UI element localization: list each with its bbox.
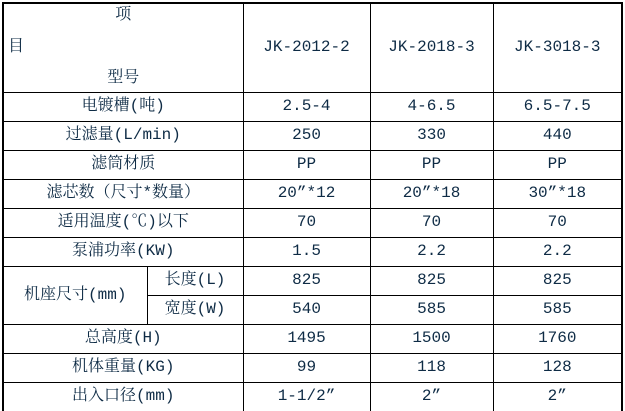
corner-line-1: 项	[115, 6, 132, 24]
cell-value: 2.2	[370, 238, 493, 267]
corner-line-3: 型号	[107, 69, 140, 88]
table-row	[3, 383, 622, 411]
corner-line-2: 目	[8, 37, 25, 56]
table-row	[3, 267, 622, 296]
row-label-base-size: 机座尺寸(mm)	[3, 267, 147, 325]
row-label-max-temperature: 适用温度(℃)以下	[3, 209, 243, 238]
cell-value: 540	[243, 296, 370, 325]
row-label-cartridge-material: 滤筒材质	[3, 151, 243, 180]
cell-value: 2.5-4	[243, 93, 370, 122]
cell-value: 440	[493, 122, 622, 151]
cell-value: 30”*18	[493, 180, 622, 209]
model-header-jk-3018-3: JK-3018-3	[493, 3, 622, 93]
row-label-flow-rate: 过滤量(L/min)	[3, 122, 243, 151]
row-sublabel-length: 长度(L)	[147, 267, 243, 296]
cell-value: 825	[243, 267, 370, 296]
row-sublabel-width: 宽度(W)	[147, 296, 243, 325]
table-row	[3, 180, 622, 209]
table-header-row	[3, 3, 622, 93]
cell-value: PP	[370, 151, 493, 180]
cell-value: 585	[370, 296, 493, 325]
cell-value: 585	[493, 296, 622, 325]
cell-value: 99	[243, 354, 370, 383]
table-row	[3, 122, 622, 151]
spec-table	[2, 2, 623, 411]
row-label-total-height: 总高度(H)	[3, 325, 243, 354]
cell-value: 1760	[493, 325, 622, 354]
cell-value: 70	[243, 209, 370, 238]
cell-value: 1.5	[243, 238, 370, 267]
row-label-cartridge-count: 滤芯数（尺寸*数量）	[3, 180, 243, 209]
model-header-jk-2018-3: JK-2018-3	[370, 3, 493, 93]
cell-value: 118	[370, 354, 493, 383]
row-label-inlet-outlet-diameter: 出入口径(mm)	[3, 383, 243, 411]
cell-value: PP	[493, 151, 622, 180]
table-row	[3, 354, 622, 383]
model-header-jk-2012-2: JK-2012-2	[243, 3, 370, 93]
cell-value: 70	[370, 209, 493, 238]
row-label-machine-weight: 机体重量(KG)	[3, 354, 243, 383]
cell-value: 330	[370, 122, 493, 151]
cell-value: 70	[493, 209, 622, 238]
cell-value: 1500	[370, 325, 493, 354]
corner-header-cell	[3, 3, 243, 93]
cell-value: 2”	[493, 383, 622, 411]
cell-value: 250	[243, 122, 370, 151]
cell-value: 20”*18	[370, 180, 493, 209]
table-row	[3, 325, 622, 354]
cell-value: PP	[243, 151, 370, 180]
cell-value: 2.2	[493, 238, 622, 267]
table-row	[3, 238, 622, 267]
cell-value: 128	[493, 354, 622, 383]
table-row	[3, 151, 622, 180]
row-label-plating-tank: 电镀槽(吨)	[3, 93, 243, 122]
cell-value: 825	[370, 267, 493, 296]
cell-value: 6.5-7.5	[493, 93, 622, 122]
cell-value: 1-1/2”	[243, 383, 370, 411]
cell-value: 20”*12	[243, 180, 370, 209]
table-row	[3, 93, 622, 122]
row-label-pump-power: 泵浦功率(KW)	[3, 238, 243, 267]
table-row	[3, 209, 622, 238]
cell-value: 825	[493, 267, 622, 296]
cell-value: 1495	[243, 325, 370, 354]
cell-value: 2”	[370, 383, 493, 411]
cell-value: 4-6.5	[370, 93, 493, 122]
corner-header-text	[6, 4, 241, 92]
